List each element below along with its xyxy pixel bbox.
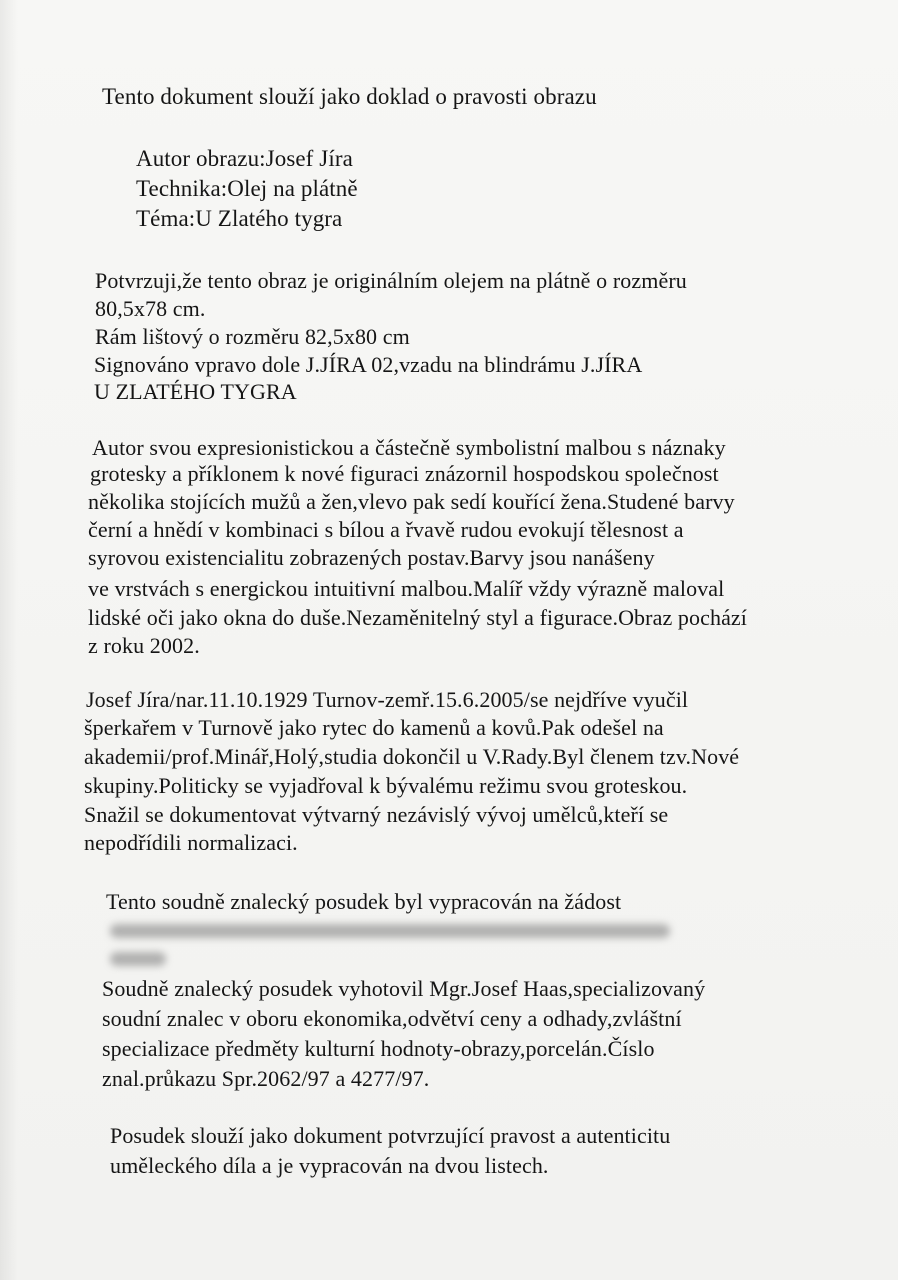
description-line: z roku 2002. bbox=[88, 633, 200, 658]
page-edge-shadow bbox=[0, 0, 18, 1280]
description-line: Autor svou expresionistickou a částečně symbolistní malbou s náznaky bbox=[92, 435, 726, 460]
confirmation-line: U ZLATÉHO TYGRA bbox=[94, 379, 297, 404]
description-line: ve vrstvách s energickou intuitivní malbou.Malíř vždy výrazně maloval bbox=[88, 576, 725, 601]
biography-line: skupiny.Politicky se vyjadřoval k bývalému režimu svou groteskou. bbox=[84, 773, 688, 798]
expertise-line: Soudně znalecký posudek vyhotovil Mgr.Josef Haas,specializovaný bbox=[102, 976, 706, 1001]
redacted-requester-address bbox=[110, 914, 690, 972]
confirmation-line: Rám lištový o rozměru 82,5x80 cm bbox=[95, 324, 410, 349]
description-line: syrovou existencialitu zobrazených postav.Barvy jsou nanášeny bbox=[88, 545, 655, 570]
description-line: několika stojících mužů a žen,vlevo pak sedí kouřící žena.Studené barvy bbox=[88, 489, 735, 514]
biography-line: nepodřídili normalizaci. bbox=[84, 830, 298, 855]
confirmation-line: Potvrzuji,že tento obraz je originálním olejem na plátně o rozměru bbox=[95, 268, 687, 293]
closing-line: Posudek slouží jako dokument potvrzující pravost a autenticitu bbox=[110, 1123, 671, 1148]
document-title: Tento dokument slouží jako doklad o pravosti obrazu bbox=[102, 84, 597, 109]
biography-line: Snažil se dokumentovat výtvarný nezávislý vývoj umělců,kteří se bbox=[84, 802, 669, 827]
description-line: lidské oči jako okna do duše.Nezaměnitelný styl a figurace.Obraz pochází bbox=[88, 605, 748, 630]
closing-line: uměleckého díla a je vypracován na dvou listech. bbox=[110, 1153, 549, 1178]
biography-line: šperkařem v Turnově jako rytec do kamenů a kovů.Pak odešel na bbox=[84, 715, 664, 740]
description-line: grotesky a příklonem k nové figuraci znázornil hospodskou společnost bbox=[90, 461, 719, 486]
description-line: černí a hnědí v kombinaci s bílou a řvavě rudou evokují tělesnost a bbox=[88, 517, 684, 542]
expertise-request-line: Tento soudně znalecký posudek byl vypracován na žádost bbox=[106, 889, 622, 914]
expertise-line: znal.průkazu Spr.2062/97 a 4277/97. bbox=[102, 1066, 430, 1091]
painting-author: Autor obrazu:Josef Jíra bbox=[136, 146, 353, 171]
confirmation-line: Signováno vpravo dole J.JÍRA 02,vzadu na blindrámu J.JÍRA bbox=[94, 352, 643, 377]
expertise-line: specializace předměty kulturní hodnoty-obrazy,porcelán.Číslo bbox=[102, 1036, 655, 1061]
painting-technique: Technika:Olej na plátně bbox=[136, 176, 358, 201]
expertise-line: soudní znalec v oboru ekonomika,odvětví ceny a odhady,zvláštní bbox=[102, 1006, 682, 1031]
painting-theme: Téma:U Zlatého tygra bbox=[136, 206, 343, 231]
biography-line: Josef Jíra/nar.11.10.1929 Turnov-zemř.15.6.2005/se nejdříve vyučil bbox=[86, 687, 689, 712]
biography-line: akademii/prof.Minář,Holý,studia dokončil u V.Rady.Byl členem tzv.Nové bbox=[84, 744, 740, 769]
confirmation-line: 80,5x78 cm. bbox=[95, 296, 206, 321]
